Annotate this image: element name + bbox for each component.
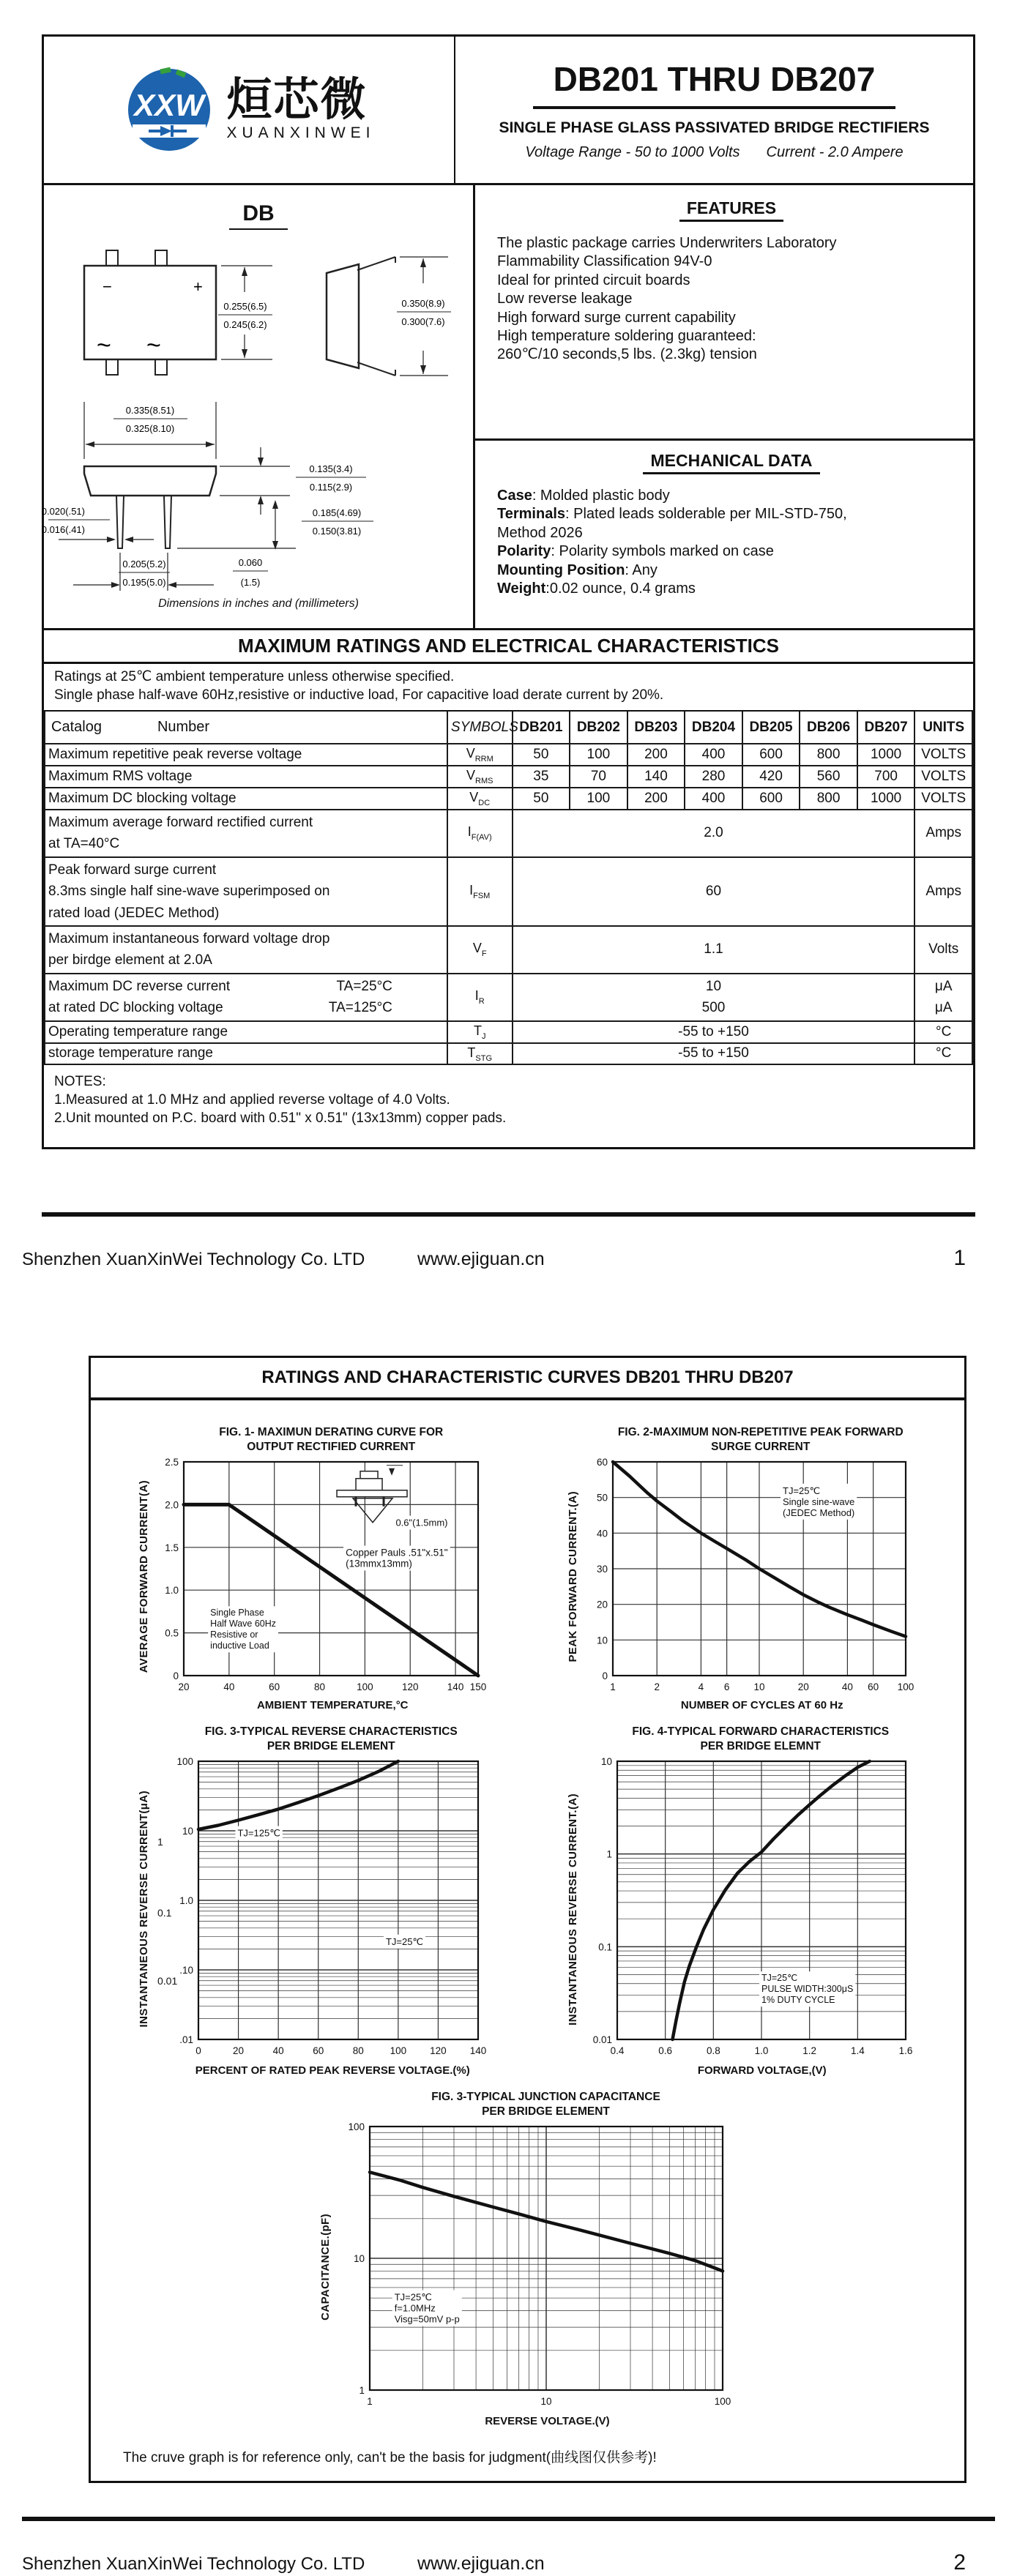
svg-text:20: 20 bbox=[178, 1681, 190, 1692]
dim-label: 0.185(4.69) bbox=[312, 507, 362, 518]
voltage-range: Voltage Range - 50 to 1000 Volts bbox=[525, 143, 740, 160]
svg-text:1.6: 1.6 bbox=[898, 2045, 913, 2057]
cell-value: 400 bbox=[685, 788, 742, 810]
svg-text:0.8: 0.8 bbox=[707, 2045, 720, 2057]
svg-text:2.0: 2.0 bbox=[164, 1499, 179, 1511]
svg-text:150: 150 bbox=[469, 1681, 487, 1692]
svg-text:40: 40 bbox=[842, 1681, 854, 1692]
page2-footer bbox=[0, 2550, 1017, 2575]
svg-text:60: 60 bbox=[312, 2045, 324, 2057]
svg-text:30: 30 bbox=[597, 1563, 608, 1575]
fig4-ylabel: INSTANTANEOUS REVERSE CURRENT.(A) bbox=[567, 1793, 580, 2026]
svg-text:Copper Pauls .51"x.51"(13mmx13: Copper Pauls .51"x.51" (13mmx13mm) bbox=[345, 1547, 448, 1569]
cell-value: 600 bbox=[742, 744, 800, 766]
svg-text:100: 100 bbox=[714, 2396, 731, 2408]
row-label: Maximum RMS voltage bbox=[45, 766, 447, 788]
fig3-ylabel: INSTANTANEOUS REVERSE CURRENT(μA) bbox=[137, 1791, 150, 2028]
package-panel bbox=[41, 185, 475, 628]
fig1-ylabel: AVERAGE FORWARD CURRENT(A) bbox=[137, 1480, 150, 1673]
table-row bbox=[45, 1043, 972, 1065]
row-label: Maximum DC reverse current TA=25°C at rated DC blocking voltage TA=125°C bbox=[45, 974, 447, 1021]
table-row bbox=[45, 1021, 972, 1043]
dim-label: 0.255(6.5) bbox=[223, 301, 267, 312]
svg-text:50: 50 bbox=[597, 1492, 608, 1504]
svg-text:1: 1 bbox=[367, 2396, 373, 2408]
cell-value: 280 bbox=[685, 766, 742, 788]
package-drawing bbox=[41, 228, 461, 594]
dim-label: 0.350(8.9) bbox=[401, 298, 445, 309]
cell-value: 2.0 bbox=[513, 810, 915, 857]
cell-unit: VOLTS bbox=[914, 788, 972, 810]
svg-text:80: 80 bbox=[313, 1681, 325, 1692]
fig1-xlabel: AMBIENT TEMPERATURE,°C bbox=[256, 1698, 409, 1711]
dim-label: 0.205(5.2) bbox=[122, 559, 166, 570]
svg-text:20: 20 bbox=[232, 2045, 244, 2057]
svg-text:0: 0 bbox=[602, 1670, 608, 1681]
mech-line: Method 2026 bbox=[497, 524, 583, 541]
svg-text:TJ=25℃: TJ=25℃ bbox=[385, 1935, 423, 1947]
note-line: 1.Measured at 1.0 MHz and applied reverse voltage of 4.0 Volts. bbox=[54, 1092, 450, 1108]
page2-frame bbox=[89, 1356, 966, 2484]
table-row bbox=[45, 766, 972, 788]
company-name-en: XUANXINWEI bbox=[226, 124, 376, 141]
row-symbol: $I_R$ bbox=[447, 974, 513, 1021]
device-header: DB205 bbox=[742, 712, 800, 744]
mech-line: Case: Molded plastic body bbox=[497, 488, 670, 504]
page-number: 2 bbox=[953, 2550, 966, 2575]
logo-mark-text: XXW bbox=[134, 88, 205, 122]
table-row bbox=[45, 788, 972, 810]
feature-line: 260℃/10 seconds,5 lbs. (2.3kg) tension bbox=[497, 346, 757, 363]
cell-value: 60 bbox=[513, 857, 915, 926]
row-symbol: $T_{STG}$ bbox=[447, 1043, 513, 1065]
polarity-plus: + bbox=[193, 277, 203, 296]
device-header: DB202 bbox=[570, 712, 627, 744]
svg-text:10: 10 bbox=[753, 1681, 765, 1692]
ratings-heading: MAXIMUM RATINGS AND ELECTRICAL CHARACTERISTICS bbox=[44, 628, 973, 664]
dim-label: 0.150(3.81) bbox=[312, 526, 362, 537]
fig2-xlabel: NUMBER OF CYCLES AT 60 Hz bbox=[680, 1698, 843, 1711]
dim-label: 0.335(8.51) bbox=[125, 405, 175, 416]
cell-value: 600 bbox=[742, 788, 800, 810]
cell-unit: VOLTS bbox=[914, 766, 972, 788]
dim-label: 0.016(.41) bbox=[41, 524, 85, 535]
row-symbol: $V_F$ bbox=[447, 926, 513, 974]
mech-line: Terminals: Plated leads solderable per MIL-STD-750, bbox=[497, 506, 847, 523]
mech-line: Mounting Position: Any bbox=[497, 561, 657, 578]
fig4-plot bbox=[579, 1755, 923, 2063]
svg-text:20: 20 bbox=[597, 1599, 608, 1610]
reference-note: The cruve graph is for reference only, can't be the basis for judgment(曲线图仅供参考)! bbox=[123, 2450, 657, 2466]
svg-text:2.5: 2.5 bbox=[164, 1456, 179, 1468]
company-name-cn: 烜芯微 bbox=[226, 75, 368, 125]
svg-text:100: 100 bbox=[390, 2045, 406, 2057]
note-line: 2.Unit mounted on P.C. board with 0.51" x 0.51" (13x13mm) copper pads. bbox=[54, 1110, 507, 1127]
row-symbol: $V_{RRM}$ bbox=[447, 744, 513, 766]
dimensions-note: Dimensions in inches and (millimeters) bbox=[158, 597, 359, 610]
cell-value: 50 bbox=[513, 788, 570, 810]
svg-text:TJ=125℃: TJ=125℃ bbox=[237, 1827, 280, 1839]
svg-text:1.0: 1.0 bbox=[754, 2045, 769, 2057]
dim-label: 0.135(3.4) bbox=[309, 463, 353, 474]
catalog-number-header: Catalog Number bbox=[45, 712, 447, 744]
row-label: Peak forward surge current 8.3ms single half sine-wave superimposed on rated load (JEDEC Method) bbox=[45, 857, 447, 926]
cell-value: 50 bbox=[513, 744, 570, 766]
svg-text:0.5: 0.5 bbox=[164, 1627, 179, 1639]
row-symbol: $T_J$ bbox=[447, 1021, 513, 1043]
device-header: DB207 bbox=[857, 712, 915, 744]
cell-value: 700 bbox=[857, 766, 915, 788]
svg-text:100: 100 bbox=[348, 2121, 365, 2133]
logo-text bbox=[226, 75, 376, 142]
doc-subtitle: SINGLE PHASE GLASS PASSIVATED BRIDGE RECTIFIERS bbox=[499, 119, 930, 136]
page2-heading: RATINGS AND CHARACTERISTIC CURVES DB201 THRU DB207 bbox=[91, 1358, 964, 1400]
feature-line: Low reverse leakage bbox=[497, 291, 633, 307]
row-symbol: $V_{DC}$ bbox=[447, 788, 513, 810]
figure-1 bbox=[138, 1425, 494, 1711]
svg-text:1: 1 bbox=[606, 1848, 613, 1860]
svg-text:60: 60 bbox=[268, 1681, 280, 1692]
device-header: DB204 bbox=[685, 712, 742, 744]
page-number: 1 bbox=[953, 1245, 966, 1270]
feature-line: Ideal for printed circuit boards bbox=[497, 272, 690, 288]
ratings-condition-1: Ratings at 25℃ ambient temperature unless otherwise specified. bbox=[54, 669, 455, 684]
cell-value: 10 500 bbox=[513, 974, 915, 1021]
figure-5 bbox=[319, 2090, 742, 2427]
svg-text:120: 120 bbox=[429, 2045, 447, 2057]
cell-value: 1000 bbox=[857, 744, 915, 766]
cell-unit: μA μA bbox=[914, 974, 972, 1021]
svg-text:80: 80 bbox=[352, 2045, 364, 2057]
svg-text:100: 100 bbox=[356, 1681, 373, 1692]
svg-text:6: 6 bbox=[724, 1681, 730, 1692]
svg-text:1.0: 1.0 bbox=[179, 1895, 193, 1907]
svg-text:.10: .10 bbox=[179, 1965, 193, 1976]
svg-text:0.6"(1.5mm): 0.6"(1.5mm) bbox=[395, 1517, 448, 1528]
symbols-header: SYMBOLS bbox=[447, 712, 513, 744]
svg-text:60: 60 bbox=[597, 1456, 608, 1468]
svg-text:TJ=25℃f=1.0MHzVisg=50mV p-p: TJ=25℃ f=1.0MHz Visg=50mV p-p bbox=[394, 2291, 460, 2325]
fig5-title: FIG. 3-TYPICAL JUNCTION CAPACITANCE PER BRIDGE ELEMENT bbox=[431, 2091, 660, 2118]
dim-label: 0.195(5.0) bbox=[122, 577, 166, 588]
footer-company: Shenzhen XuanXinWei Technology Co. LTD bbox=[22, 1249, 365, 1269]
cell-value: 70 bbox=[570, 766, 627, 788]
svg-text:1.2: 1.2 bbox=[802, 2045, 817, 2057]
footer-rule bbox=[42, 1212, 975, 1217]
units-header: UNITS bbox=[914, 712, 972, 744]
cell-value: 560 bbox=[800, 766, 857, 788]
svg-text:10: 10 bbox=[597, 1635, 608, 1646]
cell-unit: Volts bbox=[914, 926, 972, 974]
svg-text:140: 140 bbox=[447, 1681, 464, 1692]
mechanical-list bbox=[497, 487, 966, 598]
notes-section bbox=[44, 1065, 973, 1146]
svg-text:10: 10 bbox=[601, 1756, 613, 1768]
dim-label: 0.300(7.6) bbox=[401, 316, 445, 327]
cell-value: 420 bbox=[742, 766, 800, 788]
svg-text:1: 1 bbox=[157, 1836, 163, 1848]
dim-label: 0.325(8.10) bbox=[125, 423, 175, 434]
svg-text:0.1: 0.1 bbox=[157, 1907, 172, 1919]
current-rating: Current - 2.0 Ampere bbox=[766, 143, 904, 160]
row-label: storage temperature range bbox=[45, 1043, 447, 1065]
fig3-plot bbox=[150, 1755, 494, 2063]
svg-text:0.01: 0.01 bbox=[157, 1975, 177, 1987]
ratings-conditions bbox=[44, 664, 973, 712]
svg-text:.01: .01 bbox=[179, 2034, 193, 2046]
cell-value: 100 bbox=[570, 788, 627, 810]
svg-text:10: 10 bbox=[182, 1826, 193, 1837]
cell-value: 1.1 bbox=[513, 926, 915, 974]
features-heading: FEATURES bbox=[497, 198, 966, 218]
ratings-condition-2: Single phase half-wave 60Hz,resistive or inductive load, For capacitive load derate current by 20%. bbox=[54, 687, 664, 703]
svg-text:40: 40 bbox=[597, 1528, 608, 1539]
cell-value: 100 bbox=[570, 744, 627, 766]
page1-footer bbox=[0, 1246, 1017, 1271]
svg-text:0: 0 bbox=[195, 2045, 201, 2057]
svg-text:140: 140 bbox=[469, 2045, 487, 2057]
svg-text:40: 40 bbox=[272, 2045, 284, 2057]
fig5-ylabel: CAPACITANCE.(pF) bbox=[319, 2214, 332, 2321]
cell-value: 400 bbox=[685, 744, 742, 766]
cell-unit: Amps bbox=[914, 810, 972, 857]
fig1-title: FIG. 1- MAXIMUN DERATING CURVE FOR OUTPUT RECTIFIED CURRENT bbox=[219, 1425, 444, 1453]
ratings-table bbox=[44, 712, 973, 1065]
footer-rule bbox=[22, 2517, 995, 2521]
svg-text:40: 40 bbox=[223, 1681, 235, 1692]
figure-2 bbox=[567, 1425, 923, 1711]
svg-text:1: 1 bbox=[610, 1681, 616, 1692]
footer-url[interactable]: www.ejiguan.cn bbox=[417, 2553, 545, 2575]
svg-text:60: 60 bbox=[868, 1681, 879, 1692]
row-symbol: $V_{RMS}$ bbox=[447, 766, 513, 788]
datasheet-page bbox=[0, 34, 1017, 2576]
svg-text:Single PhaseHalf Wave 60HzResi: Single Phase Half Wave 60Hz Resistive or inductive Load bbox=[209, 1608, 276, 1651]
svg-text:4: 4 bbox=[698, 1681, 704, 1692]
figure-3 bbox=[138, 1725, 494, 2077]
company-logo bbox=[44, 37, 455, 183]
cell-value: 140 bbox=[627, 766, 685, 788]
row-label: Maximum repetitive peak reverse voltage bbox=[45, 744, 447, 766]
svg-text:1: 1 bbox=[359, 2385, 365, 2397]
page1-frame bbox=[42, 34, 975, 1149]
ac-symbol: ~ bbox=[146, 332, 161, 359]
charts-grid bbox=[91, 1400, 964, 2428]
svg-text:TJ=25℃Single sine-wave(JEDEC M: TJ=25℃ Single sine-wave (JEDEC Method) bbox=[783, 1485, 855, 1518]
fig2-ylabel: PEAK FORWARD CURRENT.(A) bbox=[567, 1491, 580, 1662]
svg-text:0.01: 0.01 bbox=[592, 2034, 613, 2046]
fig2-plot bbox=[579, 1456, 923, 1698]
table-row bbox=[45, 974, 972, 1021]
table-row bbox=[45, 857, 972, 926]
cell-value: 800 bbox=[800, 744, 857, 766]
features-section bbox=[475, 185, 973, 441]
fig4-title: FIG. 4-TYPICAL FORWARD CHARACTERISTICS PER BRIDGE ELEMNT bbox=[632, 1725, 890, 1752]
dim-label: 0.115(2.9) bbox=[309, 482, 353, 493]
fig3-xlabel: PERCENT OF RATED PEAK REVERSE VOLTAGE.(%) bbox=[195, 2064, 470, 2077]
polarity-minus: − bbox=[103, 277, 112, 296]
row-label: Maximum instantaneous forward voltage drop per birdge element at 2.0A bbox=[45, 926, 447, 974]
feature-line: The plastic package carries Underwriters Laboratory bbox=[497, 235, 837, 251]
row-label: Maximum average forward rectified current at TA=40°C bbox=[45, 810, 447, 857]
logo-icon bbox=[122, 63, 216, 157]
cell-value: 200 bbox=[627, 744, 685, 766]
dim-label: 0.245(6.2) bbox=[223, 319, 267, 330]
cell-value: 35 bbox=[513, 766, 570, 788]
dim-label: 0.020(.51) bbox=[41, 506, 85, 517]
mech-line: Polarity: Polarity symbols marked on case bbox=[497, 543, 774, 560]
features-list bbox=[497, 234, 966, 365]
device-header: DB206 bbox=[800, 712, 857, 744]
svg-text:TJ=25℃PULSE WIDTH:300μS1% DUTY: TJ=25℃ PULSE WIDTH:300μS 1% DUTY CYCLE bbox=[761, 1973, 854, 2006]
svg-text:100: 100 bbox=[176, 1756, 193, 1768]
svg-text:10: 10 bbox=[540, 2396, 552, 2408]
package-name: DB bbox=[44, 201, 473, 226]
title-block bbox=[455, 37, 973, 183]
fig5-plot bbox=[332, 2121, 742, 2413]
footer-url[interactable]: www.ejiguan.cn bbox=[417, 1248, 545, 1269]
mechanical-heading: MECHANICAL DATA bbox=[497, 451, 966, 471]
feature-line: High forward surge current capability bbox=[497, 309, 736, 326]
fig1-plot bbox=[150, 1456, 494, 1698]
page1-header bbox=[44, 37, 973, 185]
svg-text:1.0: 1.0 bbox=[164, 1585, 179, 1597]
cell-value: 1000 bbox=[857, 788, 915, 810]
cell-value: 800 bbox=[800, 788, 857, 810]
figure-4 bbox=[567, 1725, 923, 2077]
svg-text:0: 0 bbox=[173, 1670, 179, 1681]
svg-text:1.5: 1.5 bbox=[164, 1542, 179, 1553]
dim-label: (1.5) bbox=[240, 577, 261, 588]
cell-unit: °C bbox=[914, 1043, 972, 1065]
cell-unit: °C bbox=[914, 1021, 972, 1043]
svg-text:0.1: 0.1 bbox=[598, 1941, 613, 1953]
svg-text:2: 2 bbox=[654, 1681, 660, 1692]
table-row bbox=[45, 926, 972, 974]
table-row bbox=[45, 810, 972, 857]
ratings-summary bbox=[525, 144, 903, 161]
ac-symbol: ~ bbox=[97, 332, 111, 359]
svg-text:120: 120 bbox=[401, 1681, 419, 1692]
svg-text:0.4: 0.4 bbox=[610, 2045, 625, 2057]
mech-line: Weight:0.02 ounce, 0.4 grams bbox=[497, 580, 696, 597]
cell-unit: Amps bbox=[914, 857, 972, 926]
row-symbol: $I_{F(AV)}$ bbox=[447, 810, 513, 857]
feature-line: High temperature soldering guaranteed: bbox=[497, 327, 756, 344]
fig5-xlabel: REVERSE VOLTAGE.(V) bbox=[485, 2415, 610, 2428]
fig4-xlabel: FORWARD VOLTAGE,(V) bbox=[697, 2064, 827, 2077]
svg-text:1.4: 1.4 bbox=[851, 2045, 865, 2057]
table-row bbox=[45, 744, 972, 766]
cell-value: 200 bbox=[627, 788, 685, 810]
footer-company: Shenzhen XuanXinWei Technology Co. LTD bbox=[22, 2554, 365, 2575]
feature-line: Flammability Classification 94V-0 bbox=[497, 253, 712, 270]
mechanical-section bbox=[475, 441, 973, 628]
device-header: DB203 bbox=[627, 712, 685, 744]
svg-text:20: 20 bbox=[797, 1681, 809, 1692]
row-label: Maximum DC blocking voltage bbox=[45, 788, 447, 810]
features-mech-panel bbox=[475, 185, 973, 628]
svg-text:10: 10 bbox=[353, 2253, 365, 2265]
device-header: DB201 bbox=[513, 712, 570, 744]
fig3-title: FIG. 3-TYPICAL REVERSE CHARACTERISTICS PER BRIDGE ELEMENT bbox=[204, 1725, 458, 1752]
row-label: Operating temperature range bbox=[45, 1021, 447, 1043]
dim-label: 0.060 bbox=[238, 557, 263, 568]
table-header-row bbox=[45, 712, 972, 744]
cell-value: -55 to +150 bbox=[513, 1021, 915, 1043]
svg-text:0.6: 0.6 bbox=[658, 2045, 673, 2057]
notes-heading: NOTES: bbox=[54, 1074, 106, 1090]
cell-unit: VOLTS bbox=[914, 744, 972, 766]
row-symbol: $I_{FSM}$ bbox=[447, 857, 513, 926]
cell-value: -55 to +150 bbox=[513, 1043, 915, 1065]
fig2-title: FIG. 2-MAXIMUM NON-REPETITIVE PEAK FORWARD SURGE CURRENT bbox=[617, 1425, 904, 1453]
doc-title: DB201 THRU DB207 bbox=[533, 59, 896, 109]
svg-text:100: 100 bbox=[897, 1681, 914, 1692]
page1-columns bbox=[41, 185, 973, 628]
